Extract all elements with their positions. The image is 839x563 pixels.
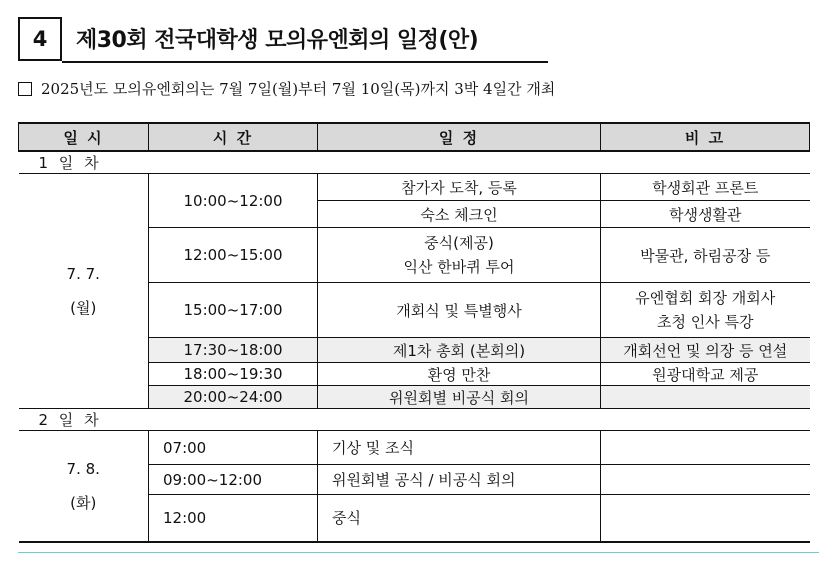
date-cell [19,174,149,409]
event-cell: 중식 [318,495,601,542]
note-cell [601,495,810,542]
day-label: 1 일 차 [19,151,810,174]
note-cell [601,283,810,338]
event-cell: 환영 만찬 [318,363,601,386]
column-header: 시 간 [149,123,318,151]
event-cell: 숙소 체크인 [318,201,601,228]
event-line: 중식(제공) [424,234,494,252]
table-header-row [19,123,810,151]
weekday-text: (월) [70,299,97,317]
section-number: 4 [18,17,62,61]
time-cell: 15:00~17:00 [149,283,318,338]
table-row [19,431,810,465]
checkbox-bullet-icon [18,82,32,96]
day-label-row [19,151,810,174]
date-text: 7. 7. [66,265,100,283]
note-text: 2025년도 모의유엔회의는 7월 7일(월)부터 7월 10일(목)까지 3박 4일간 개최 [41,80,556,98]
time-cell: 09:00~12:00 [149,465,318,495]
note-line: 초청 인사 특강 [657,313,754,331]
title-underline [62,61,548,63]
day-label-row [19,409,810,431]
time-cell: 07:00 [149,431,318,465]
date-text: 7. 8. [66,459,100,478]
note-cell: 원광대학교 제공 [601,363,810,386]
event-cell: 위원회별 공식 / 비공식 회의 [318,465,601,495]
date-cell [19,431,149,542]
note-cell: 개회선언 및 의장 등 연설 [601,338,810,363]
schedule-table [18,122,810,543]
event-cell: 기상 및 조식 [318,431,601,465]
event-cell: 참가자 도착, 등록 [318,174,601,201]
bottom-divider [18,552,819,553]
time-cell: 18:00~19:30 [149,363,318,386]
event-cell [318,228,601,283]
time-cell: 12:00~15:00 [149,228,318,283]
schedule-note [18,78,555,99]
note-cell: 학생회관 프론트 [601,174,810,201]
section-header [18,15,478,62]
note-cell [601,431,810,465]
column-header: 일 정 [318,123,601,151]
table-row [19,174,810,201]
event-cell: 개회식 및 특별행사 [318,283,601,338]
note-line: 유엔협회 회장 개회사 [635,289,776,307]
column-header: 일 시 [19,123,149,151]
weekday-text: (화) [70,493,97,512]
section-title: 제30회 전국대학생 모의유엔회의 일정(안) [76,28,479,53]
time-cell: 20:00~24:00 [149,386,318,409]
day-label: 2 일 차 [19,409,810,431]
column-header: 비 고 [601,123,810,151]
note-cell: 박물관, 하림공장 등 [601,228,810,283]
note-cell: 학생생활관 [601,201,810,228]
note-cell [601,465,810,495]
event-line: 익산 한바퀴 투어 [403,258,515,276]
time-cell: 12:00 [149,495,318,542]
event-cell: 위원회별 비공식 회의 [318,386,601,409]
note-cell [601,386,810,409]
event-cell: 제1차 총회 (본회의) [318,338,601,363]
time-cell: 10:00~12:00 [149,174,318,228]
time-cell: 17:30~18:00 [149,338,318,363]
